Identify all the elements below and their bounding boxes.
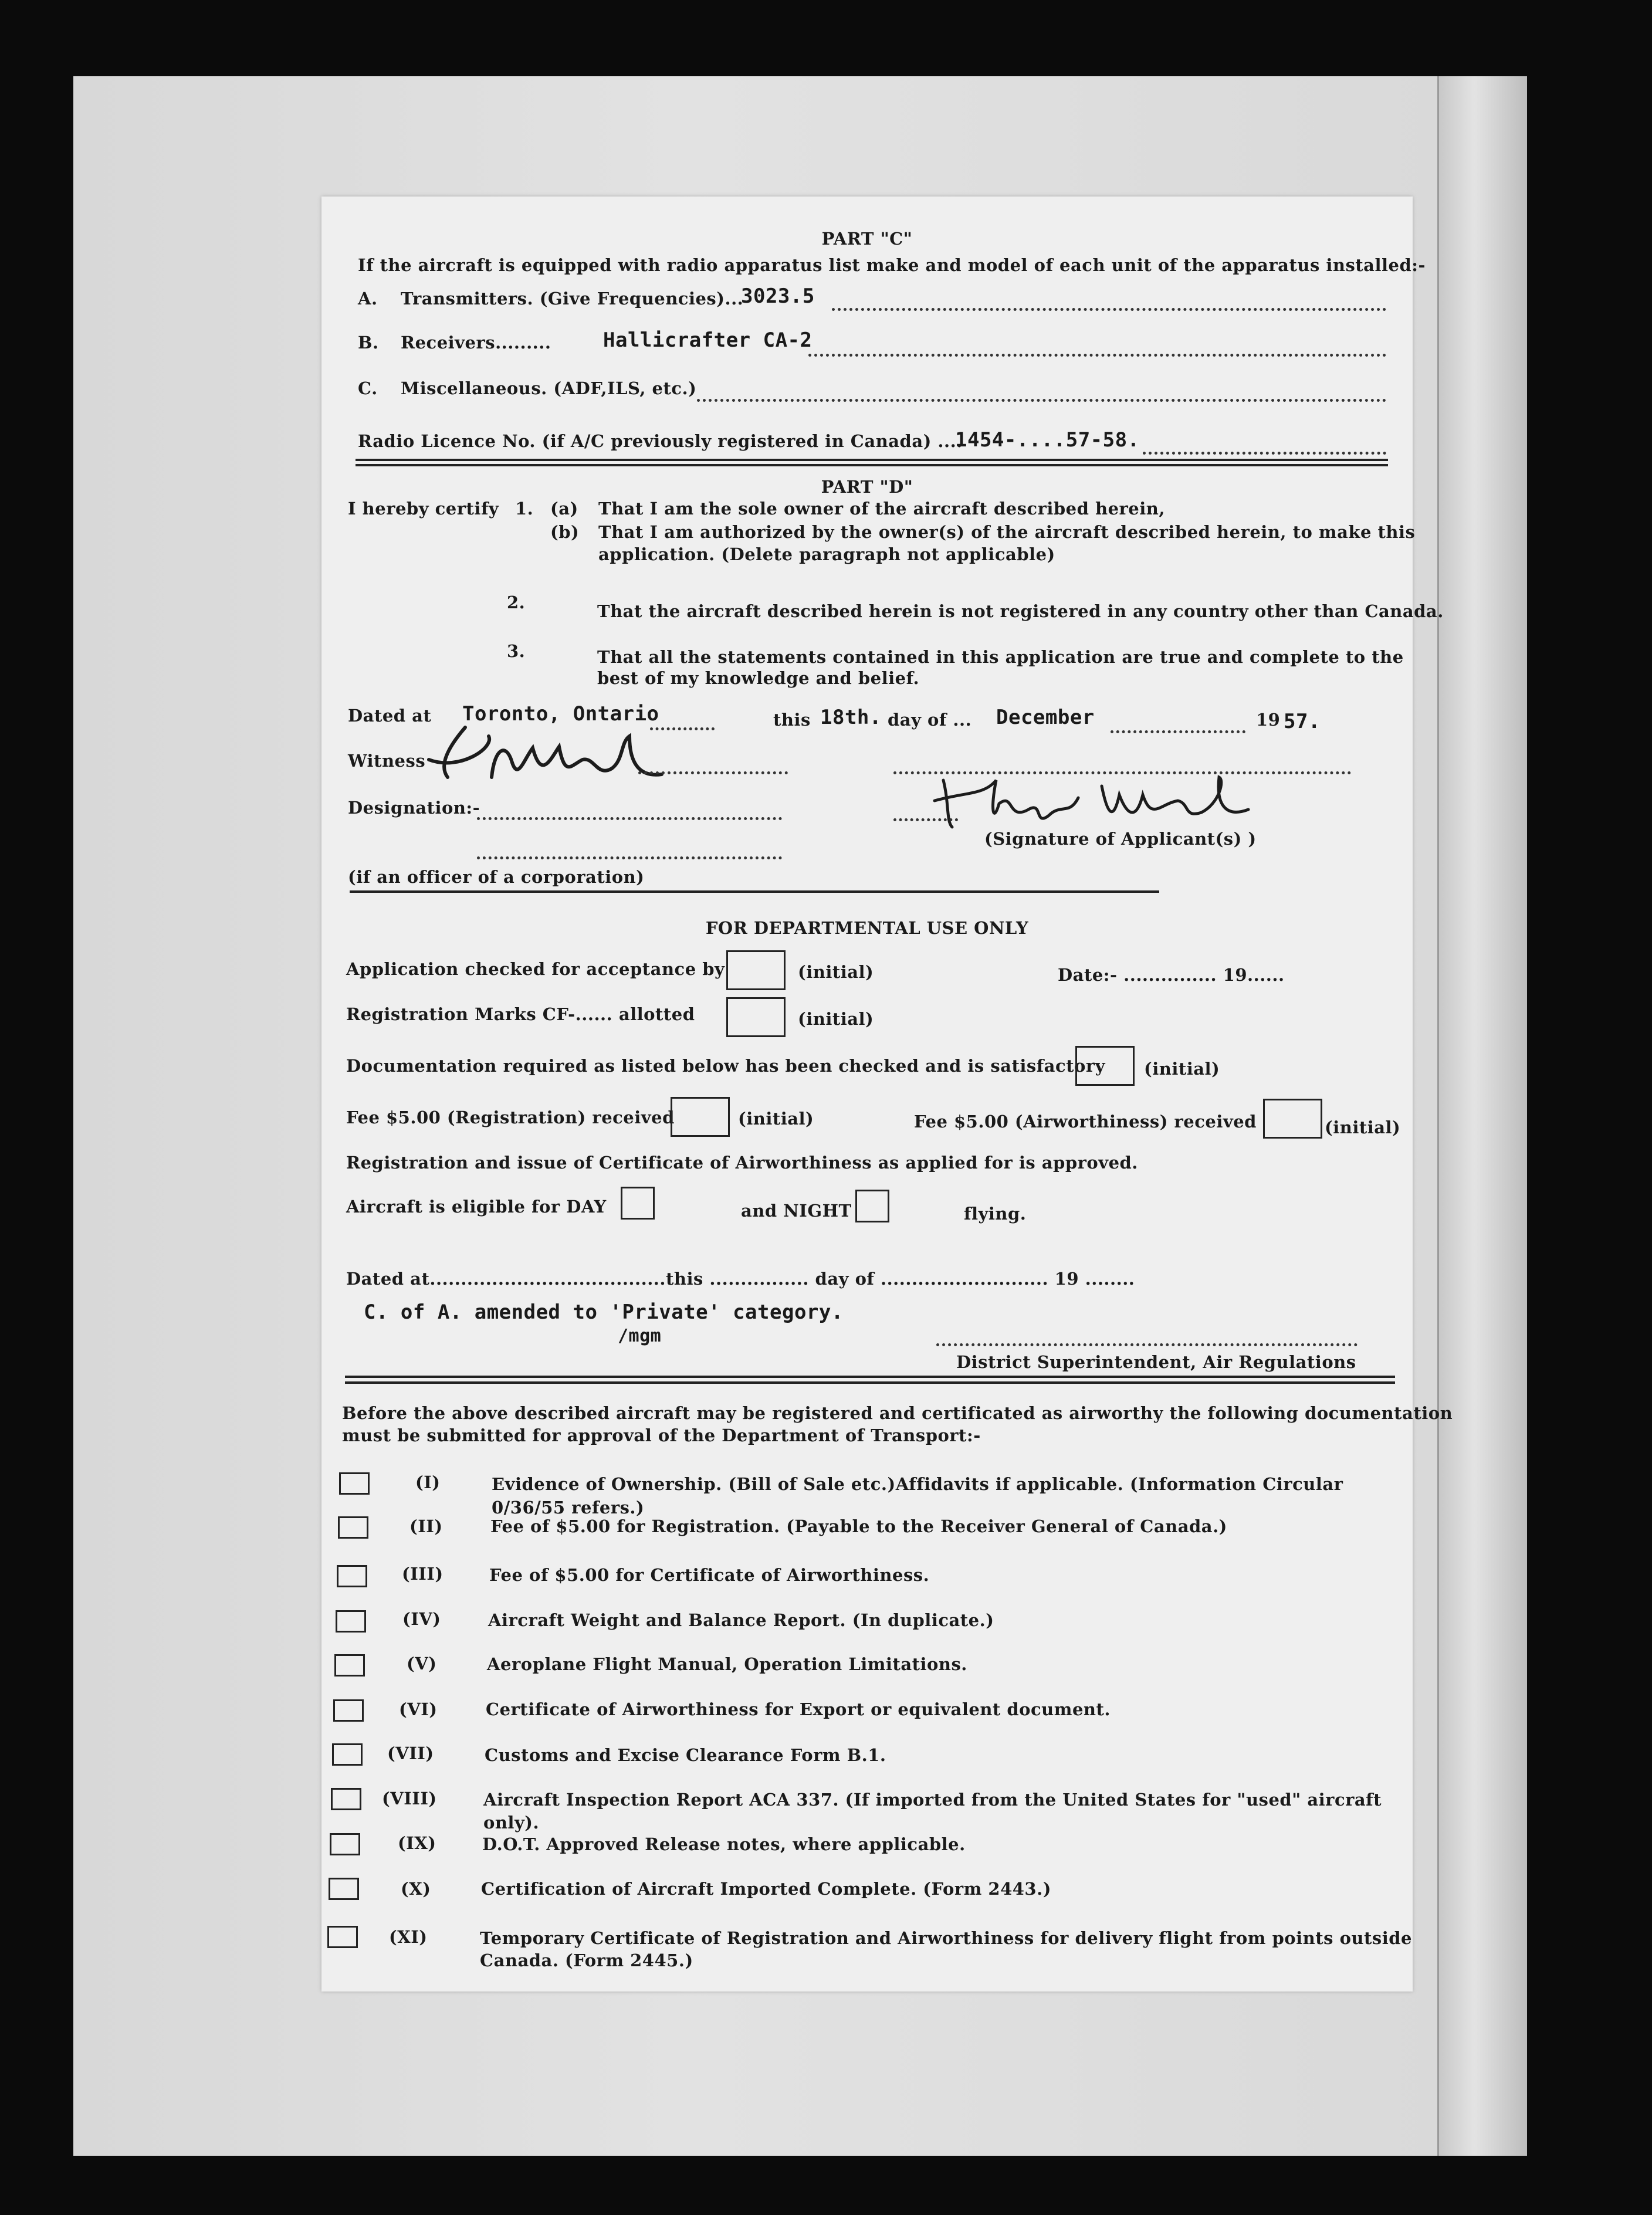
- night-label: and NIGHT: [741, 1201, 852, 1221]
- transmitters-label: Transmitters. (Give Frequencies)...: [401, 289, 744, 309]
- doc-text-10: Certification of Aircraft Imported Complete. (Form 2443.): [481, 1879, 1051, 1899]
- item-1a-letter: (a): [550, 499, 578, 519]
- year-prefix: 19: [1256, 710, 1281, 730]
- transmitters-dotted-line: [832, 308, 1386, 311]
- doc-checkbox-9[interactable]: [330, 1833, 360, 1855]
- this-label: this: [773, 710, 811, 730]
- form-page: [321, 197, 1453, 1992]
- radio-licence-dotted-line: [1143, 452, 1386, 455]
- witness-label: Witness: [348, 751, 426, 771]
- divider-c-d-2: [356, 464, 1388, 466]
- doc-number-2: (II): [409, 1516, 443, 1536]
- doc-text-11: Temporary Certificate of Registration and Airworthiness for delivery flight from points outside: [480, 1928, 1412, 1948]
- doc-text-8: Aircraft Inspection Report ACA 337. (If imported from the United States for "used" aircraft: [483, 1790, 1382, 1810]
- item-1a-text: That I am the sole owner of the aircraft described herein,: [598, 499, 1165, 519]
- doc-text-2: Fee of $5.00 for Registration. (Payable to the Receiver General of Canada.): [490, 1516, 1227, 1536]
- fee-airworthiness-initial-box[interactable]: [1263, 1099, 1322, 1139]
- scan-edge-strip: [1437, 76, 1527, 2156]
- documentation-initial-label: (initial): [1144, 1059, 1220, 1079]
- item-1-number: 1.: [515, 499, 534, 519]
- divider-dept-docs: [345, 1376, 1395, 1378]
- item-1b-text-2: application. (Delete paragraph not applicable): [598, 544, 1055, 564]
- item-1b-text: That I am authorized by the owner(s) of the aircraft described herein, to make this: [598, 522, 1416, 542]
- fee-airworthiness-label: Fee $5.00 (Airworthiness) received: [914, 1112, 1257, 1132]
- typist-initials: /mgm: [618, 1326, 662, 1346]
- reg-marks-initial-label: (initial): [798, 1009, 874, 1029]
- doc-number-3: (III): [402, 1564, 444, 1584]
- doc-checkbox-10[interactable]: [329, 1878, 359, 1900]
- doc-text-7: Customs and Excise Clearance Form B.1.: [485, 1745, 886, 1765]
- district-superintendent-label: District Superintendent, Air Regulations: [956, 1352, 1356, 1372]
- designation-dotted-line: [477, 817, 782, 820]
- transmitters-value[interactable]: 3023.5: [741, 285, 815, 308]
- night-checkbox[interactable]: [855, 1190, 889, 1222]
- fee-registration-initial-box[interactable]: [671, 1097, 730, 1137]
- doc-checkbox-1[interactable]: [339, 1472, 370, 1495]
- receivers-value[interactable]: Hallicrafter CA-2: [603, 328, 813, 352]
- transmitters-letter: A.: [358, 289, 378, 309]
- item-3-text: That all the statements contained in this application are true and complete to the: [597, 647, 1404, 667]
- doc-checkbox-4[interactable]: [336, 1610, 366, 1633]
- departmental-heading: FOR DEPARTMENTAL USE ONLY: [705, 918, 1029, 938]
- part-c-heading: PART "C": [821, 229, 913, 249]
- doc-checkbox-6[interactable]: [333, 1699, 364, 1722]
- doc-checkbox-11[interactable]: [327, 1926, 358, 1948]
- doc-checkbox-5[interactable]: [334, 1654, 365, 1677]
- doc-text-3: Fee of $5.00 for Certificate of Airworthiness.: [489, 1565, 930, 1585]
- documentation-initial-box[interactable]: [1075, 1046, 1135, 1086]
- designation-dotted-line-2: [477, 856, 782, 859]
- divider-c-d: [356, 459, 1388, 461]
- doc-number-8: (VIII): [382, 1789, 437, 1808]
- divider-dept-docs-2: [345, 1381, 1395, 1384]
- documentation-checked-label: Documentation required as listed below has been checked and is satisfactory: [346, 1056, 1105, 1076]
- fee-registration-label: Fee $5.00 (Registration) received: [346, 1108, 675, 1127]
- certify-label: I hereby certify: [348, 499, 499, 519]
- receivers-dotted-line: [808, 354, 1386, 357]
- item-3-text-2: best of my knowledge and belief.: [597, 668, 920, 688]
- fee-airworthiness-initial-label: (initial): [1325, 1117, 1401, 1137]
- doc-text-5: Aeroplane Flight Manual, Operation Limitations.: [487, 1654, 967, 1674]
- fee-registration-initial-label: (initial): [738, 1109, 814, 1129]
- month-dots: [1111, 730, 1245, 733]
- doc-text-11-line2: Canada. (Form 2445.): [480, 1950, 693, 1970]
- amended-note: C. of A. amended to 'Private' category.: [364, 1300, 844, 1324]
- receivers-letter: B.: [358, 333, 379, 353]
- dated-at-label: Dated at: [348, 706, 432, 726]
- approval-statement: Registration and issue of Certificate of Airworthiness as applied for is approved.: [346, 1153, 1138, 1173]
- item-3-number: 3.: [507, 641, 526, 661]
- doc-number-1: (I): [415, 1472, 441, 1492]
- witness-dotted-line: [638, 771, 788, 774]
- day-of-label: day of ...: [888, 710, 972, 730]
- doc-checkbox-8[interactable]: [331, 1788, 361, 1810]
- year-value[interactable]: 57.: [1284, 710, 1321, 733]
- radio-licence-value[interactable]: 1454-....57-58.: [955, 428, 1140, 452]
- date-field-label: Date:- ............... 19......: [1058, 965, 1285, 985]
- misc-label: Miscellaneous. (ADF,ILS, etc.): [401, 378, 697, 398]
- signature-line-bottom-left: [893, 818, 958, 821]
- divider-d-dept: [350, 890, 1159, 893]
- reg-marks-initial-box[interactable]: [726, 997, 786, 1037]
- doc-text-9: D.O.T. Approved Release notes, where applicable.: [482, 1834, 966, 1854]
- doc-text-1: Evidence of Ownership. (Bill of Sale etc.)Affidavits if applicable. (Information Circular: [492, 1474, 1343, 1494]
- app-checked-label: Application checked for acceptance by: [346, 959, 725, 979]
- doc-number-6: (VI): [399, 1699, 438, 1719]
- misc-letter: C.: [358, 378, 378, 398]
- doc-number-4: (IV): [402, 1609, 441, 1629]
- doc-text-1-line2: 0/36/55 refers.): [492, 1498, 645, 1518]
- documentation-intro: Before the above described aircraft may be registered and certificated as airworthy the following documentation: [342, 1403, 1453, 1423]
- witness-signature: [424, 724, 671, 789]
- eligible-day-label: Aircraft is eligible for DAY: [346, 1197, 607, 1217]
- doc-text-4: Aircraft Weight and Balance Report. (In duplicate.): [488, 1610, 994, 1630]
- superintendent-signature-line: [936, 1343, 1358, 1346]
- receivers-label: Receivers.........: [401, 333, 551, 353]
- doc-text-6: Certificate of Airworthiness for Export or equivalent document.: [486, 1699, 1111, 1719]
- designation-label: Designation:-: [348, 798, 480, 818]
- day-value[interactable]: 18th.: [820, 706, 882, 729]
- doc-number-11: (XI): [389, 1927, 428, 1947]
- item-2-text: That the aircraft described herein is not registered in any country other than Canada.: [597, 601, 1444, 621]
- item-2-number: 2.: [507, 592, 526, 612]
- misc-dotted-line: [697, 399, 1386, 402]
- doc-number-7: (VII): [387, 1743, 434, 1763]
- doc-checkbox-2[interactable]: [338, 1516, 368, 1539]
- app-checked-initial-label: (initial): [798, 962, 874, 982]
- month-value[interactable]: December: [996, 706, 1095, 729]
- doc-number-5: (V): [407, 1654, 437, 1674]
- day-checkbox[interactable]: [621, 1187, 655, 1220]
- officer-note: (if an officer of a corporation): [348, 867, 645, 887]
- doc-text-8-line2: only).: [483, 1813, 540, 1833]
- app-checked-initial-box[interactable]: [726, 950, 786, 990]
- part-d-heading: PART "D": [821, 477, 913, 497]
- flying-label: flying.: [964, 1204, 1027, 1224]
- doc-checkbox-7[interactable]: [332, 1743, 363, 1766]
- doc-number-10: (X): [401, 1879, 431, 1899]
- documentation-intro-2: must be submitted for approval of the Department of Transport:-: [342, 1425, 981, 1445]
- radio-licence-label: Radio Licence No. (if A/C previously registered in Canada) ....: [358, 431, 963, 451]
- item-1b-letter: (b): [550, 522, 580, 542]
- dated-at-departmental: Dated at......................................this ................ day of ........................... 19 ........: [346, 1269, 1135, 1289]
- part-c-intro: If the aircraft is equipped with radio apparatus list make and model of each unit of the apparatus installed:-: [358, 255, 1426, 275]
- doc-checkbox-3[interactable]: [337, 1565, 367, 1587]
- dated-at-value[interactable]: Toronto, Ontario: [462, 702, 659, 726]
- doc-number-9: (IX): [398, 1833, 436, 1853]
- signature-caption: (Signature of Applicant(s) ): [984, 829, 1257, 849]
- applicant-signature: [932, 768, 1260, 833]
- reg-marks-label: Registration Marks CF-...... allotted: [346, 1004, 695, 1024]
